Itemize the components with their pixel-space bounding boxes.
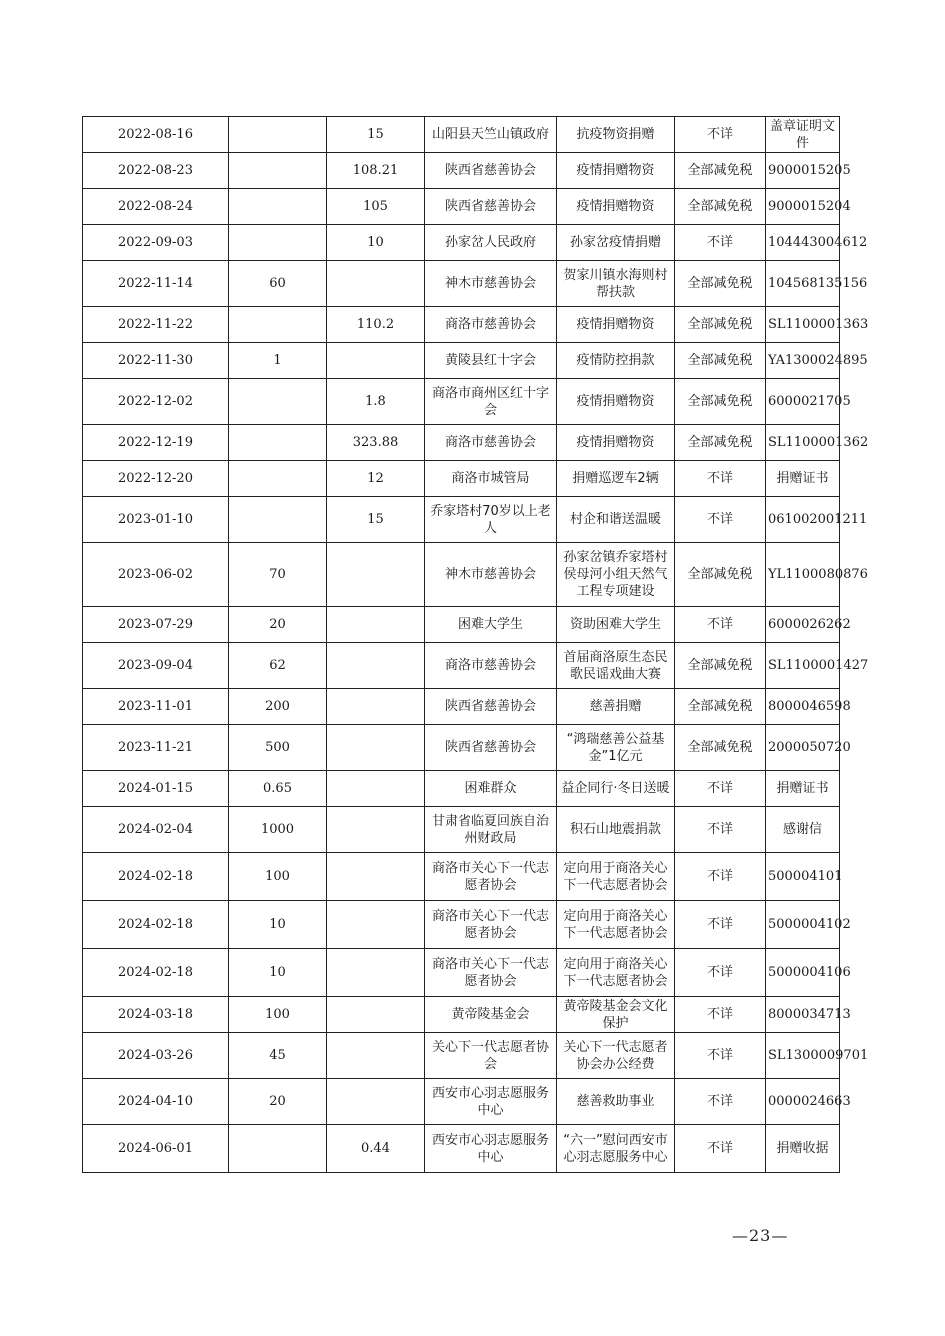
tax-status-cell: 不详 (675, 117, 766, 153)
tax-status-cell: 不详 (675, 807, 766, 853)
purpose-cell: 孙家岔疫情捐赠 (557, 225, 675, 261)
tax-status-cell: 不详 (675, 949, 766, 997)
proof-cell: 捐赠证书 (766, 771, 840, 807)
tax-status-cell: 不详 (675, 771, 766, 807)
table-row (83, 725, 840, 771)
date-cell: 2022-08-23 (83, 153, 229, 189)
purpose-cell: 疫情捐赠物资 (557, 307, 675, 343)
recipient-cell: 山阳县天竺山镇政府 (425, 117, 557, 153)
table-row (83, 643, 840, 689)
date-cell: 2023-11-21 (83, 725, 229, 771)
purpose-cell: 疫情捐赠物资 (557, 153, 675, 189)
date-cell: 2024-03-18 (83, 997, 229, 1033)
tax-status-cell: 全部减免税 (675, 689, 766, 725)
goods-amount-cell: 15 (327, 117, 425, 153)
recipient-cell: 甘肃省临夏回族自治州财政局 (425, 807, 557, 853)
cash-amount-cell: 500 (229, 725, 327, 771)
goods-amount-cell: 110.2 (327, 307, 425, 343)
goods-amount-cell (327, 997, 425, 1033)
goods-amount-cell (327, 725, 425, 771)
cash-amount-cell (229, 379, 327, 425)
proof-cell: 0000024663 (766, 1079, 840, 1125)
proof-cell: 500004101 (766, 853, 840, 901)
recipient-cell: 商洛市慈善协会 (425, 307, 557, 343)
proof-cell: 6000021705 (766, 379, 840, 425)
purpose-cell: 积石山地震捐款 (557, 807, 675, 853)
goods-amount-cell (327, 949, 425, 997)
cash-amount-cell: 60 (229, 261, 327, 307)
tax-status-cell: 不详 (675, 1079, 766, 1125)
tax-status-cell: 不详 (675, 461, 766, 497)
goods-amount-cell (327, 901, 425, 949)
purpose-cell: 资助困难大学生 (557, 607, 675, 643)
recipient-cell: 陕西省慈善协会 (425, 153, 557, 189)
tax-status-cell: 不详 (675, 1125, 766, 1173)
goods-amount-cell: 12 (327, 461, 425, 497)
goods-amount-cell (327, 807, 425, 853)
proof-cell: 8000046598 (766, 689, 840, 725)
recipient-cell: 商洛市慈善协会 (425, 425, 557, 461)
goods-amount-cell: 0.44 (327, 1125, 425, 1173)
tax-status-cell: 不详 (675, 901, 766, 949)
goods-amount-cell (327, 607, 425, 643)
goods-amount-cell: 105 (327, 189, 425, 225)
date-cell: 2022-08-24 (83, 189, 229, 225)
proof-cell: 捐赠收据 (766, 1125, 840, 1173)
goods-amount-cell (327, 1079, 425, 1125)
recipient-cell: 黄帝陵基金会 (425, 997, 557, 1033)
recipient-cell: 神木市慈善协会 (425, 261, 557, 307)
purpose-cell: 村企和谐送温暖 (557, 497, 675, 543)
purpose-cell: “六一”慰问西安市心羽志愿服务中心 (557, 1125, 675, 1173)
date-cell: 2022-12-20 (83, 461, 229, 497)
cash-amount-cell: 45 (229, 1033, 327, 1079)
tax-status-cell: 全部减免税 (675, 425, 766, 461)
goods-amount-cell (327, 543, 425, 607)
table-row (83, 1125, 840, 1173)
cash-amount-cell: 10 (229, 901, 327, 949)
goods-amount-cell (327, 343, 425, 379)
purpose-cell: 关心下一代志愿者协会办公经费 (557, 1033, 675, 1079)
cash-amount-cell (229, 189, 327, 225)
proof-cell: 感谢信 (766, 807, 840, 853)
cash-amount-cell: 100 (229, 997, 327, 1033)
proof-cell: 5000004102 (766, 901, 840, 949)
cash-amount-cell: 20 (229, 1079, 327, 1125)
proof-cell: 104443004612 (766, 225, 840, 261)
purpose-cell: 疫情捐赠物资 (557, 425, 675, 461)
purpose-cell: “鸿瑞慈善公益基金”1亿元 (557, 725, 675, 771)
proof-cell: 2000050720 (766, 725, 840, 771)
table-row (83, 189, 840, 225)
table-row (83, 771, 840, 807)
recipient-cell: 孙家岔人民政府 (425, 225, 557, 261)
date-cell: 2022-11-14 (83, 261, 229, 307)
date-cell: 2024-06-01 (83, 1125, 229, 1173)
recipient-cell: 神木市慈善协会 (425, 543, 557, 607)
goods-amount-cell: 15 (327, 497, 425, 543)
purpose-cell: 首届商洛原生态民歌民谣戏曲大赛 (557, 643, 675, 689)
tax-status-cell: 全部减免税 (675, 379, 766, 425)
purpose-cell: 疫情捐赠物资 (557, 379, 675, 425)
proof-cell: 9000015205 (766, 153, 840, 189)
page-number: —23— (732, 1226, 789, 1245)
date-cell: 2024-04-10 (83, 1079, 229, 1125)
goods-amount-cell (327, 771, 425, 807)
proof-cell: SL1100001427 (766, 643, 840, 689)
purpose-cell: 捐赠巡逻车2辆 (557, 461, 675, 497)
recipient-cell: 陕西省慈善协会 (425, 189, 557, 225)
date-cell: 2024-02-18 (83, 949, 229, 997)
cash-amount-cell: 70 (229, 543, 327, 607)
date-cell: 2024-02-18 (83, 853, 229, 901)
cash-amount-cell: 62 (229, 643, 327, 689)
proof-cell: YA1300024895 (766, 343, 840, 379)
date-cell: 2022-08-16 (83, 117, 229, 153)
recipient-cell: 商洛市关心下一代志愿者协会 (425, 853, 557, 901)
table-row (83, 853, 840, 901)
cash-amount-cell (229, 225, 327, 261)
table-row (83, 689, 840, 725)
purpose-cell: 疫情捐赠物资 (557, 189, 675, 225)
goods-amount-cell: 323.88 (327, 425, 425, 461)
proof-cell: 8000034713 (766, 997, 840, 1033)
proof-cell: 6000026262 (766, 607, 840, 643)
recipient-cell: 商洛市关心下一代志愿者协会 (425, 949, 557, 997)
purpose-cell: 黄帝陵基金会文化保护 (557, 997, 675, 1033)
table-row (83, 343, 840, 379)
date-cell: 2023-09-04 (83, 643, 229, 689)
recipient-cell: 商洛市城管局 (425, 461, 557, 497)
goods-amount-cell (327, 689, 425, 725)
donation-table-body (83, 117, 869, 1173)
purpose-cell: 益企同行·冬日送暖 (557, 771, 675, 807)
recipient-cell: 商洛市关心下一代志愿者协会 (425, 901, 557, 949)
purpose-cell: 慈善捐赠 (557, 689, 675, 725)
date-cell: 2023-07-29 (83, 607, 229, 643)
cash-amount-cell (229, 307, 327, 343)
purpose-cell: 抗疫物资捐赠 (557, 117, 675, 153)
date-cell: 2022-11-30 (83, 343, 229, 379)
proof-cell: YL1100080876 (766, 543, 840, 607)
cash-amount-cell (229, 1125, 327, 1173)
tax-status-cell: 不详 (675, 607, 766, 643)
tax-status-cell: 全部减免税 (675, 725, 766, 771)
cash-amount-cell (229, 461, 327, 497)
proof-cell: 5000004106 (766, 949, 840, 997)
date-cell: 2024-02-18 (83, 901, 229, 949)
goods-amount-cell (327, 853, 425, 901)
goods-amount-cell: 108.21 (327, 153, 425, 189)
purpose-cell: 定向用于商洛关心下一代志愿者协会 (557, 901, 675, 949)
proof-cell: SL1100001362 (766, 425, 840, 461)
proof-cell: 捐赠证书 (766, 461, 840, 497)
table-row (83, 425, 840, 461)
tax-status-cell: 全部减免税 (675, 261, 766, 307)
recipient-cell: 商洛市商州区红十字会 (425, 379, 557, 425)
goods-amount-cell: 1.8 (327, 379, 425, 425)
table-row (83, 949, 840, 997)
goods-amount-cell: 10 (327, 225, 425, 261)
recipient-cell: 乔家塔村70岁以上老人 (425, 497, 557, 543)
table-row (83, 1033, 840, 1079)
date-cell: 2024-01-15 (83, 771, 229, 807)
recipient-cell: 黄陵县红十字会 (425, 343, 557, 379)
tax-status-cell: 全部减免税 (675, 643, 766, 689)
tax-status-cell: 全部减免税 (675, 307, 766, 343)
goods-amount-cell (327, 1033, 425, 1079)
cash-amount-cell: 1 (229, 343, 327, 379)
recipient-cell: 陕西省慈善协会 (425, 689, 557, 725)
tax-status-cell: 全部减免税 (675, 189, 766, 225)
purpose-cell: 慈善救助事业 (557, 1079, 675, 1125)
table-row (83, 607, 840, 643)
recipient-cell: 陕西省慈善协会 (425, 725, 557, 771)
donation-table (82, 116, 869, 1173)
recipient-cell: 西安市心羽志愿服务中心 (425, 1079, 557, 1125)
proof-cell: 104568135156 (766, 261, 840, 307)
date-cell: 2022-12-19 (83, 425, 229, 461)
tax-status-cell: 全部减免税 (675, 153, 766, 189)
table-row (83, 261, 840, 307)
cash-amount-cell: 20 (229, 607, 327, 643)
tax-status-cell: 不详 (675, 225, 766, 261)
date-cell: 2024-02-04 (83, 807, 229, 853)
purpose-cell: 定向用于商洛关心下一代志愿者协会 (557, 853, 675, 901)
recipient-cell: 困难大学生 (425, 607, 557, 643)
cash-amount-cell: 10 (229, 949, 327, 997)
purpose-cell: 疫情防控捐款 (557, 343, 675, 379)
proof-cell: SL1300009701 (766, 1033, 840, 1079)
table-row (83, 997, 840, 1033)
tax-status-cell: 不详 (675, 1033, 766, 1079)
table-row (83, 543, 840, 607)
date-cell: 2024-03-26 (83, 1033, 229, 1079)
cash-amount-cell (229, 153, 327, 189)
purpose-cell: 贺家川镇水海则村帮扶款 (557, 261, 675, 307)
date-cell: 2022-12-02 (83, 379, 229, 425)
table-row (83, 225, 840, 261)
table-row (83, 461, 840, 497)
table-row (83, 901, 840, 949)
table-row (83, 1079, 840, 1125)
goods-amount-cell (327, 261, 425, 307)
cash-amount-cell: 200 (229, 689, 327, 725)
table-row (83, 807, 840, 853)
proof-cell: SL1100001363 (766, 307, 840, 343)
cash-amount-cell (229, 497, 327, 543)
tax-status-cell: 不详 (675, 997, 766, 1033)
tax-status-cell: 全部减免税 (675, 343, 766, 379)
date-cell: 2022-11-22 (83, 307, 229, 343)
table-row (83, 117, 840, 153)
date-cell: 2023-06-02 (83, 543, 229, 607)
date-cell: 2023-01-10 (83, 497, 229, 543)
recipient-cell: 西安市心羽志愿服务中心 (425, 1125, 557, 1173)
purpose-cell: 孙家岔镇乔家塔村侯母河小组天然气工程专项建设 (557, 543, 675, 607)
table-row (83, 497, 840, 543)
recipient-cell: 困难群众 (425, 771, 557, 807)
date-cell: 2022-09-03 (83, 225, 229, 261)
table-row (83, 379, 840, 425)
goods-amount-cell (327, 643, 425, 689)
cash-amount-cell (229, 425, 327, 461)
date-cell: 2023-11-01 (83, 689, 229, 725)
table-row (83, 153, 840, 189)
recipient-cell: 关心下一代志愿者协会 (425, 1033, 557, 1079)
proof-cell: 061002001211 (766, 497, 840, 543)
tax-status-cell: 不详 (675, 497, 766, 543)
cash-amount-cell: 1000 (229, 807, 327, 853)
table-row (83, 307, 840, 343)
recipient-cell: 商洛市慈善协会 (425, 643, 557, 689)
cash-amount-cell: 100 (229, 853, 327, 901)
cash-amount-cell (229, 117, 327, 153)
proof-cell: 盖章证明文件 (766, 117, 840, 153)
purpose-cell: 定向用于商洛关心下一代志愿者协会 (557, 949, 675, 997)
tax-status-cell: 不详 (675, 853, 766, 901)
cash-amount-cell: 0.65 (229, 771, 327, 807)
proof-cell: 9000015204 (766, 189, 840, 225)
tax-status-cell: 全部减免税 (675, 543, 766, 607)
